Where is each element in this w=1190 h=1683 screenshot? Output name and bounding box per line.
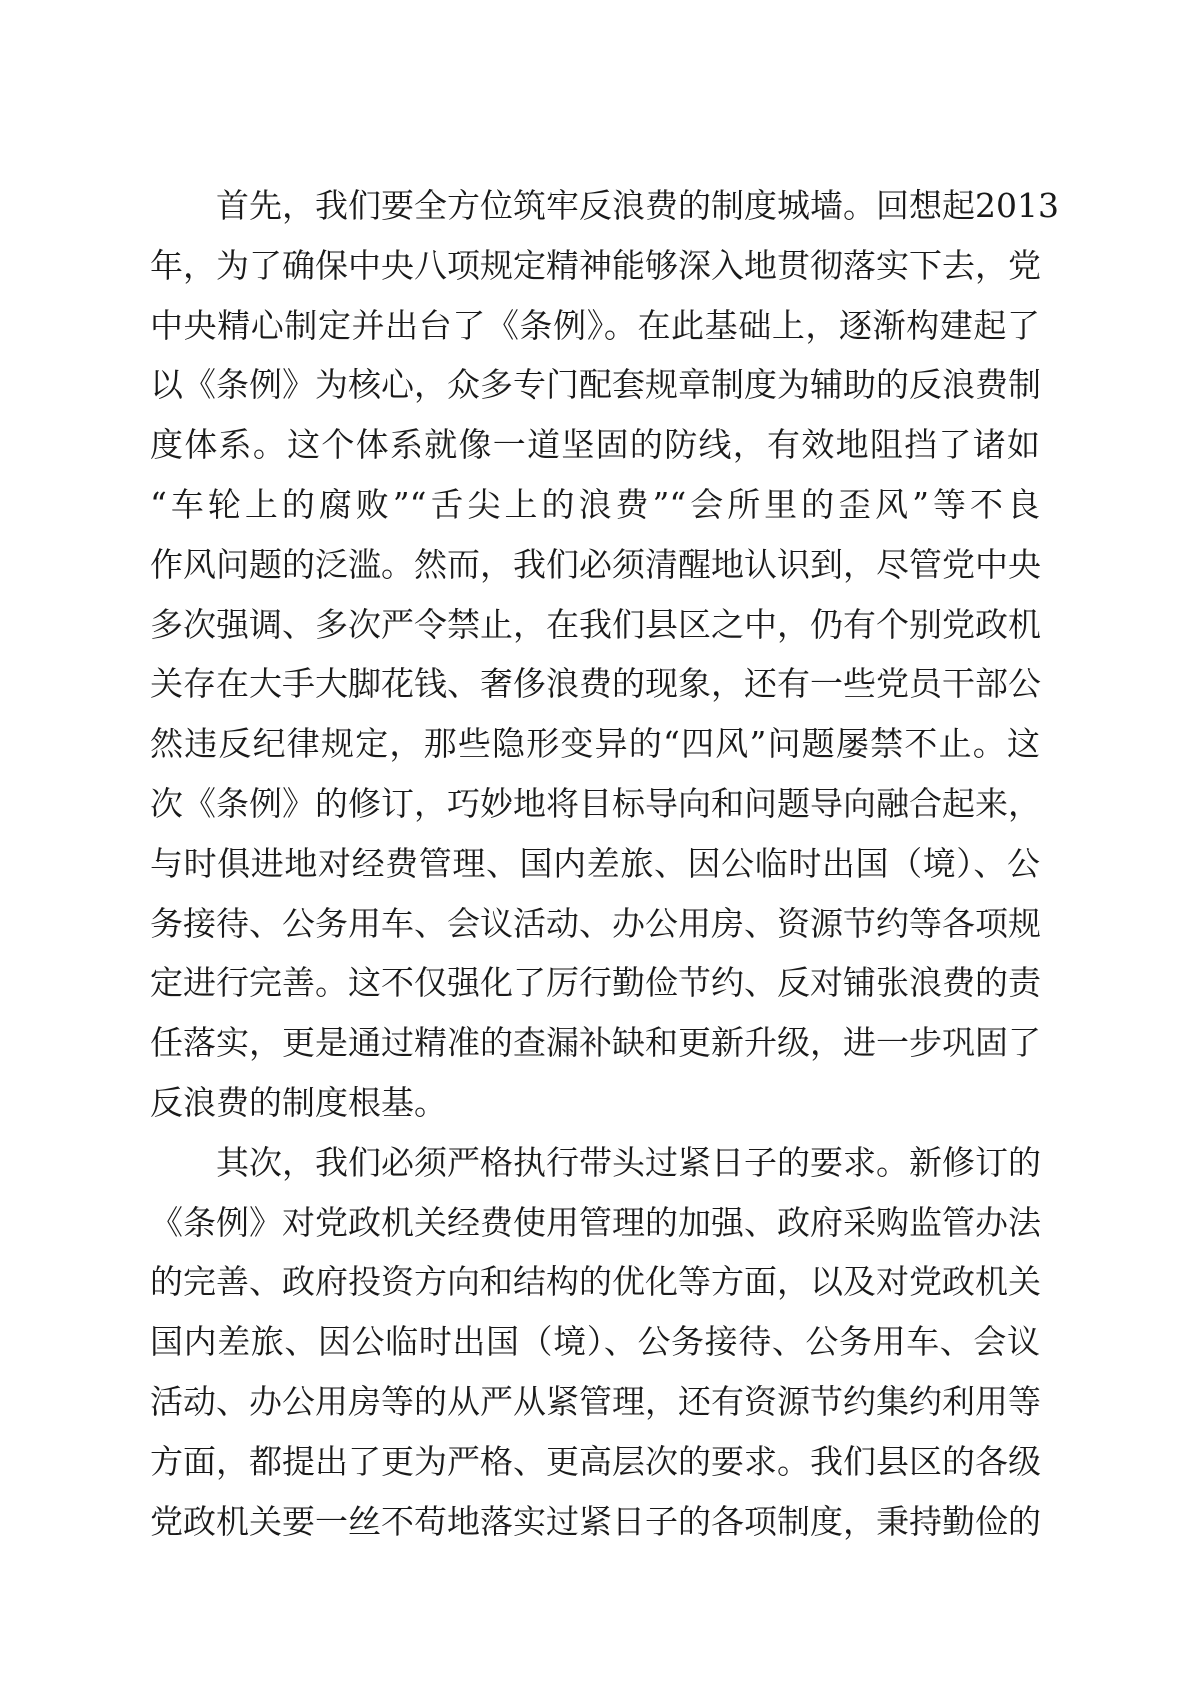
paragraph-2 bbox=[150, 1133, 1040, 1552]
text-line: 国内差旅、因公临时出国（境）、公务接待、公务用车、会议 bbox=[150, 1322, 1040, 1362]
text-line: 定进行完善。这不仅强化了厉行勤俭节约、反对铺张浪费的责 bbox=[150, 963, 1041, 1003]
text-line: 《条例》对党政机关经费使用管理的加强、政府采购监管办法 bbox=[150, 1202, 1041, 1242]
text-line: 反浪费的制度根基。 bbox=[150, 1082, 447, 1122]
text-line: 的完善、政府投资方向和结构的优化等方面，以及对党政机关 bbox=[150, 1262, 1041, 1302]
text-line: 务接待、公务用车、会议活动、办公用房、资源节约等各项规 bbox=[150, 903, 1041, 943]
text-line: 中央精心制定并出台了《条例》。在此基础上，逐渐构建起了 bbox=[150, 305, 1040, 345]
text-line: 活动、办公用房等的从严从紧管理，还有资源节约集约利用等 bbox=[150, 1381, 1041, 1421]
text-line: 度体系。这个体系就像一道坚固的防线，有效地阻挡了诸如 bbox=[150, 425, 1040, 465]
text-line: 以《条例》为核心，众多专门配套规章制度为辅助的反浪费制 bbox=[150, 365, 1041, 405]
text-line: 党政机关要一丝不苟地落实过紧日子的各项制度，秉持勤俭的 bbox=[150, 1501, 1041, 1541]
text-line: 首先，我们要全方位筑牢反浪费的制度城墙。回想起2013 bbox=[150, 186, 1059, 225]
text-line: 关存在大手大脚花钱、奢侈浪费的现象，还有一些党员干部公 bbox=[150, 664, 1041, 704]
text-line: 其次，我们必须严格执行带头过紧日子的要求。新修订的 bbox=[150, 1142, 1041, 1182]
text-line: 多次强调、多次严令禁止，在我们县区之中，仍有个别党政机 bbox=[150, 604, 1041, 644]
text-line: “车轮上的腐败”“舌尖上的浪费”“会所里的歪风”等不良 bbox=[150, 484, 1040, 524]
text-line: 任落实，更是通过精准的查漏补缺和更新升级，进一步巩固了 bbox=[150, 1023, 1041, 1063]
text-line: 作风问题的泛滥。然而，我们必须清醒地认识到，尽管党中央 bbox=[150, 544, 1041, 584]
text-line: 方面，都提出了更为严格、更高层次的要求。我们县区的各级 bbox=[150, 1441, 1041, 1481]
text-line: 年，为了确保中央八项规定精神能够深入地贯彻落实下去，党 bbox=[150, 245, 1041, 285]
text-line: 次《条例》的修订，巧妙地将目标导向和问题导向融合起来， bbox=[150, 783, 1041, 823]
paragraph-1 bbox=[150, 176, 1059, 1133]
body-text bbox=[150, 176, 1059, 1551]
text-line: 然违反纪律规定，那些隐形变异的“四风”问题屡禁不止。这 bbox=[150, 724, 1040, 764]
text-line: 与时俱进地对经费管理、国内差旅、因公临时出国（境）、公 bbox=[150, 843, 1040, 883]
